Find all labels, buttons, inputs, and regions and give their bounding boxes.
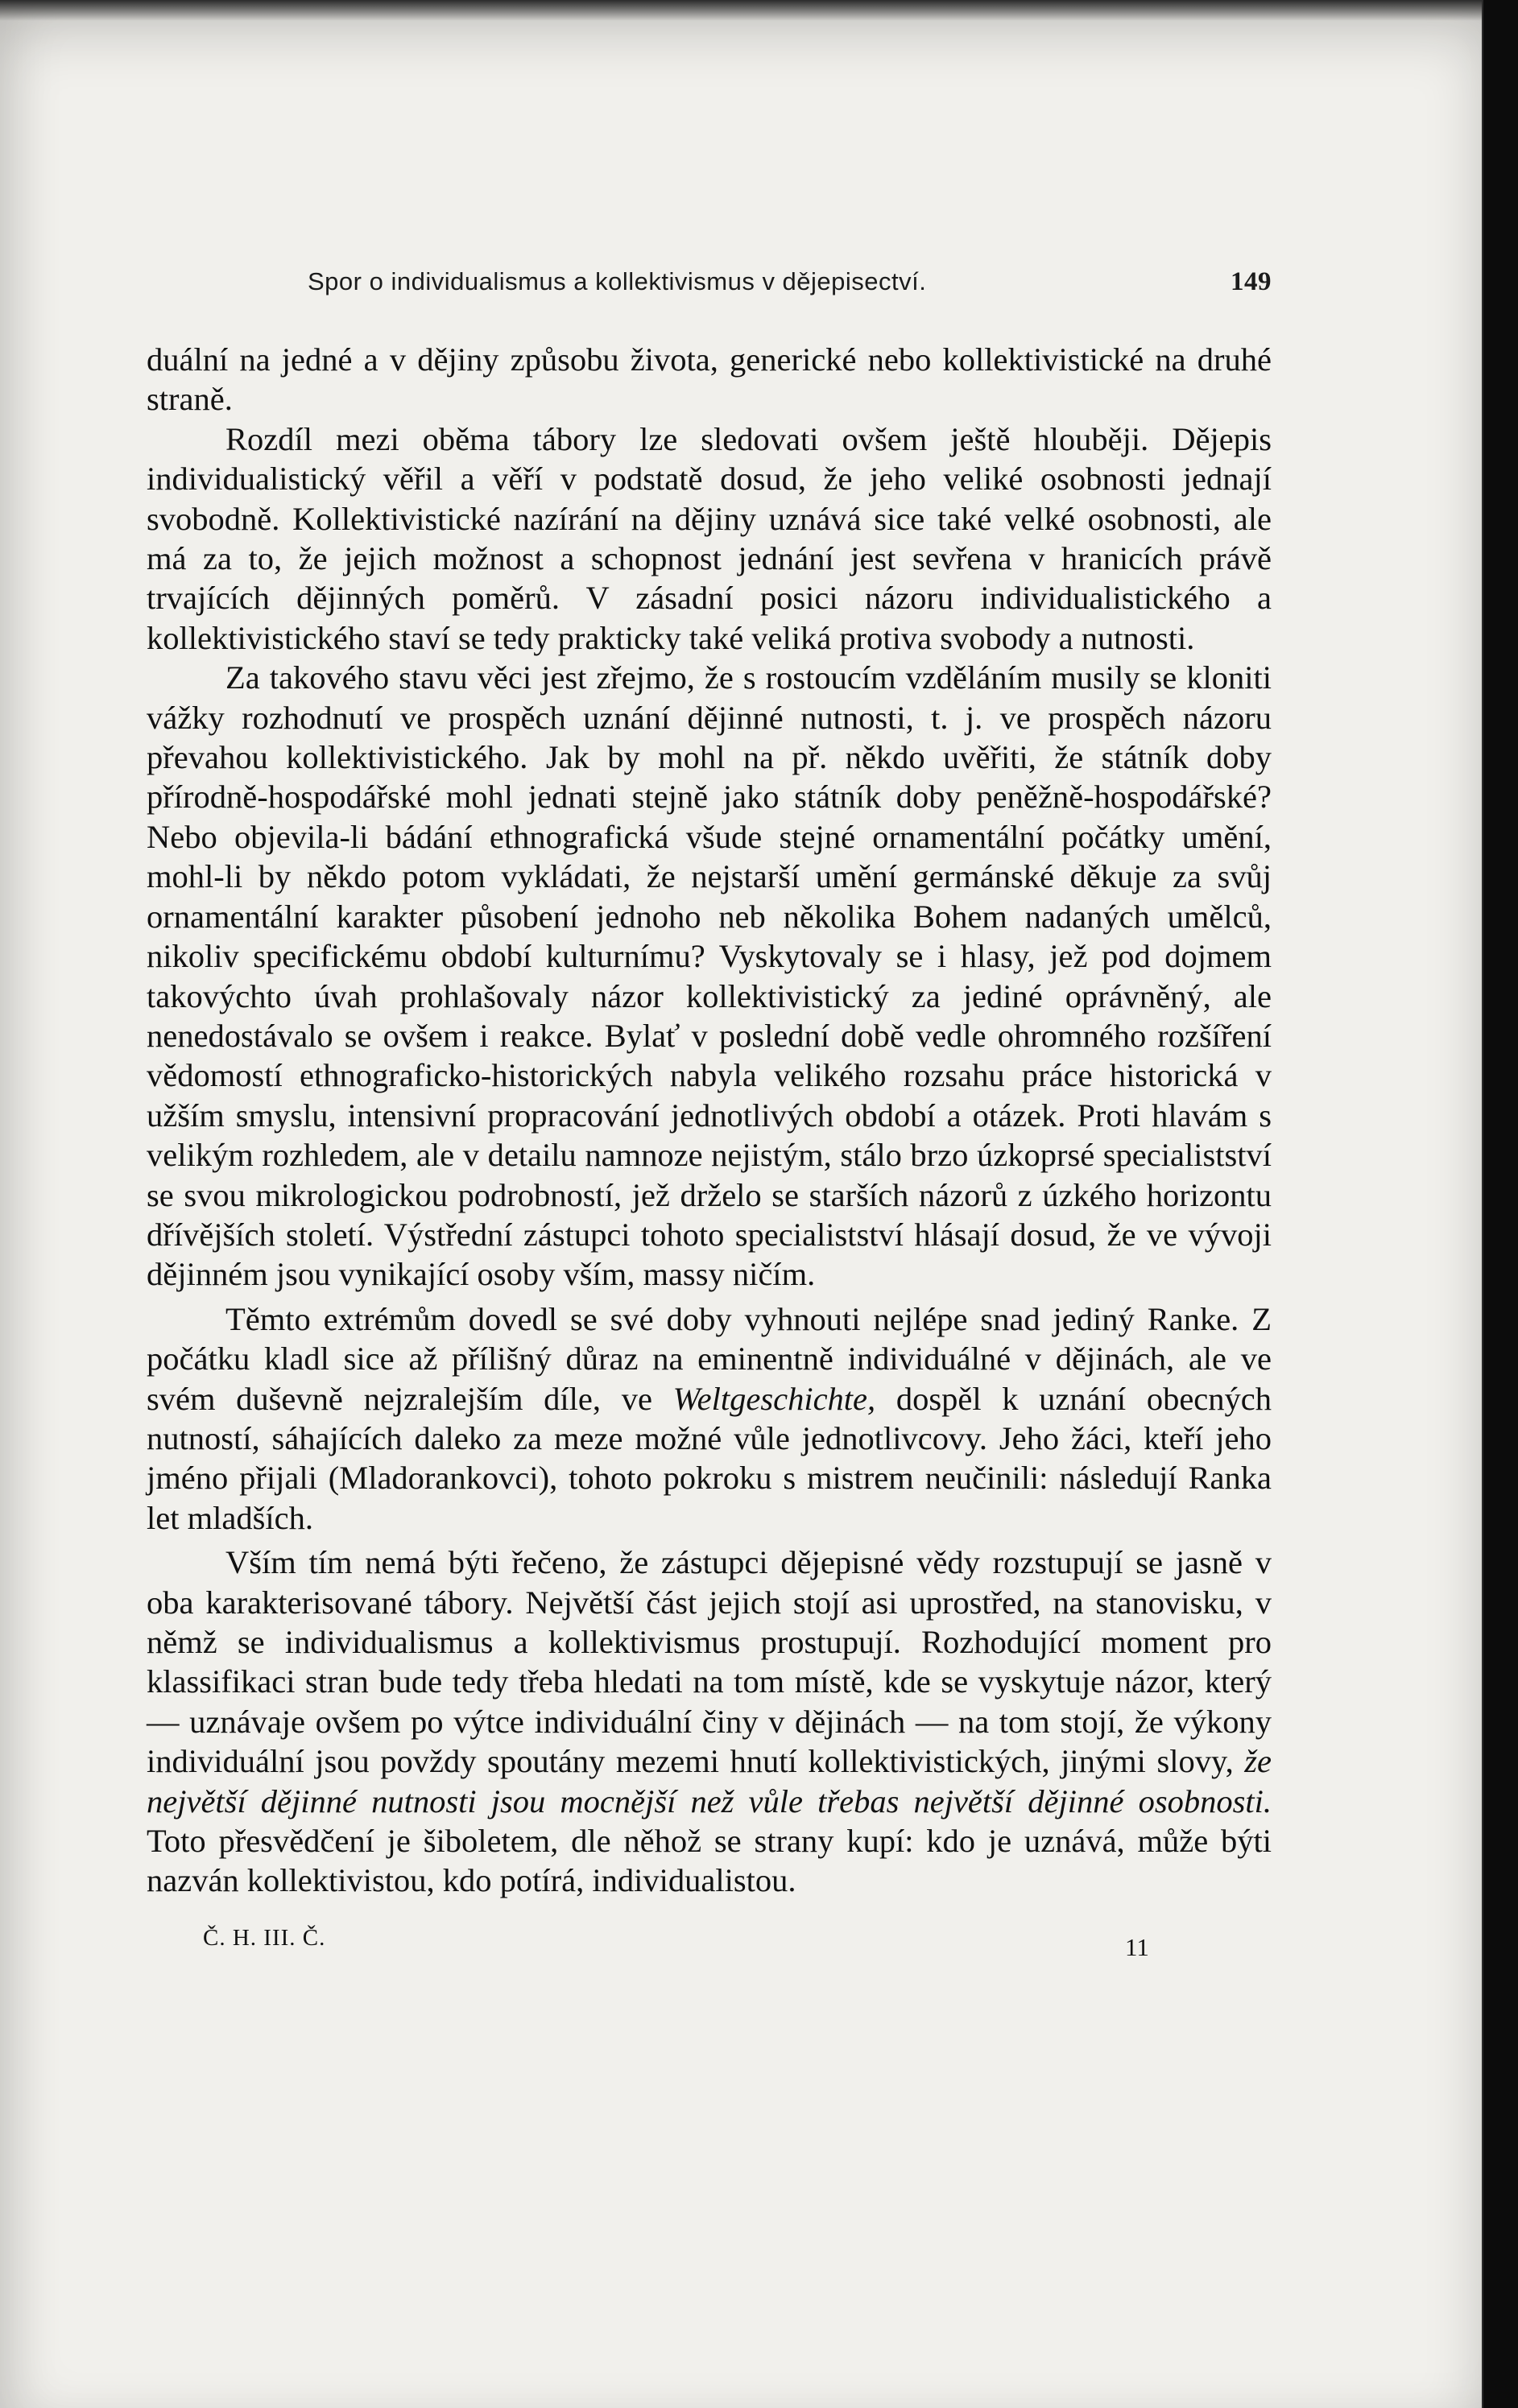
page-footer [147,1917,1272,1973]
signature-mark: Č. H. III. Č. [203,1924,326,1951]
scan-top-shadow [0,0,1482,21]
paragraph-continuation: duální na jedné a v dějiny způsobu života, generické nebo kollektivistické na druhé straně. [147,341,1272,418]
paragraph-4-text-after: dospěl k uznání obecných nutností, sáhajících daleko za meze možné vůle jednotlivcovy. Jeho žáci, kteří jeho jméno přijali (Mladorankovci), tohoto pokroku s mistrem neučinili: následují Ranka let mladších. [147,1380,1272,1536]
sheet-number: 11 [1125,1932,1149,1961]
paragraph-5-text-before: Vším tím nemá býti řečeno, že zástupci dějepisné vědy rozstupují se jasně v oba karakterisované tábory. Největší část jejich stojí asi uprostřed, na stanovisku, v němž se individualismus a kollektivismus prostupují. Rozhodující moment pro klassifikaci stran bude tedy třeba hledati na tom místě, kde se vyskytuje názor, který — uznávaje ovšem po výtce individuální činy v dějinách — na tom stojí, že výkony individuální jsou povždy spoutány mezemi hnutí kollektivistických, jinými slovy, [147,1544,1272,1780]
paragraph-3: Za takového stavu věci jest zřejmo, že s rostoucím vzděláním musily se kloniti vážky rozhodnutí ve prospěch uznání dějinné nutnosti, t. j. ve prospěch názoru převahou kollektivistického. Jak by mohl na př. někdo uvěřiti, že státník doby přírodně-hospodářské mohl jednati stejně jako státník doby peněžně-hospodářské? Nebo objevila-li bádání ethnografická všude stejné ornamentální počátky umění, mohl-li by někdo potom vykládati, že nejstarší umění germánské děkuje za svůj ornamentální karakter působení jednoho neb několika Bohem nadaných umělců, nikoliv specifickému období kulturnímu? Vyskytovaly se i hlasy, jež pod dojmem takovýchto úvah prohlašovaly názor kollektivistický za jediné oprávněný, ale nenedostávalo se ovšem i reakce. Bylať v poslední době vedle ohromného rozšíření vědomostí ethnograficko-historických nabyla velikého rozsahu práce historická v užším smyslu, intensivní propracování jednotlivých období a otázek. Proti hlavám s velikým rozhledem, ale v detailu namnoze nejistým, stálo brzo úzkoprsé specialistství se svou mikrologickou podrobností, jež drželo se starších názorů z úzkého horizontu dřívějších století. Výstřední zástupci tohoto specialistství hlásají dosud, že ve vývoji dějinném jsou vynikající osoby vším, massy ničím. [147,659,1272,1293]
paragraph-4-italic-title: Weltgeschichte, [672,1380,876,1417]
paragraph-5 [147,1543,1272,1901]
paragraph-5-text-after: Toto přesvědčení je šiboletem, dle něhož se strany kupí: kdo je uznává, může býti nazván kollektivistou, kdo potírá, individualistou. [147,1823,1272,1899]
paragraph-2: Rozdíl mezi oběma tábory lze sledovati ovšem ještě hlouběji. Dějepis individualistický věřil a věří v podstatě dosud, že jeho veliké osobnosti jednají svobodně. Kollektivistické nazírání na dějiny uznává sice také velké osobnosti, ale má za to, že jejich možnost a schopnost jednání jest sevřena v hranicích právě trvajících dějinných poměrů. V zásadní posici názoru individualistického a kollektivistického staví se tedy prakticky také veliká protiva svobody a nutnosti. [147,420,1272,656]
paragraph-4 [147,1299,1272,1538]
running-head [147,254,1272,303]
page-text-block [147,254,1272,1973]
running-title: Spor o individualismus a kollektivismus v dějepisectví. [308,267,927,295]
body-text [147,340,1272,1901]
page-number: 149 [1231,267,1272,296]
paragraph-4-text-before: Těmto extrémům dovedl se své doby vyhnouti nejlépe snad jediný Ranke. Z počátku kladl sice až přílišný důraz na eminentně individuálné v dějinách, ale ve svém duševně nejzralejším díle, ve [147,1300,1272,1417]
paragraph-5-italic-emphasis: že největší dějinné nutnosti jsou mocnější než vůle třebas největší dějinné osobnosti. [147,1743,1272,1819]
